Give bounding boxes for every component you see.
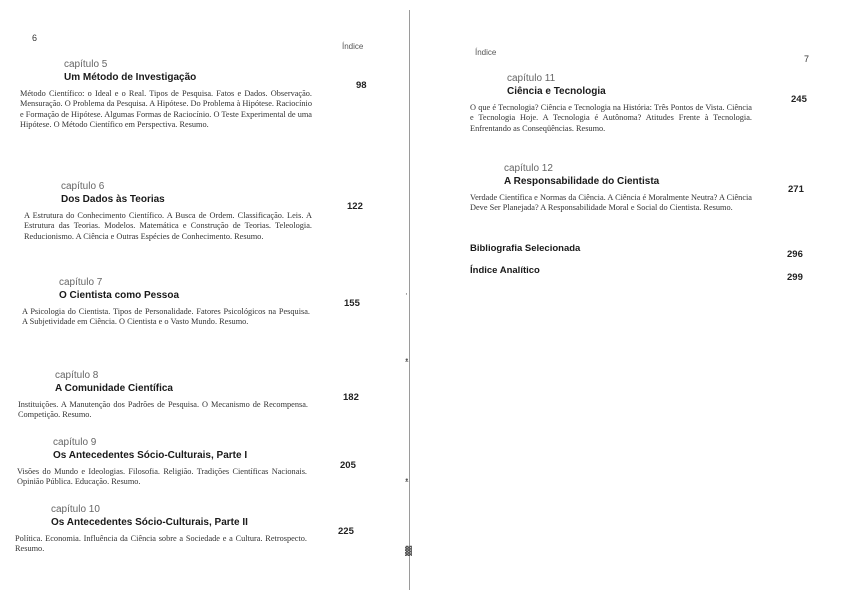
toc-entry: [470, 72, 752, 134]
page-ref: 299: [787, 272, 803, 283]
margin-speck: ᵜ: [405, 477, 409, 487]
chapter-title: A Responsabilidade do Cientista: [504, 176, 660, 187]
chapter-title: Os Antecedentes Sócio-Culturais, Parte II: [51, 517, 248, 528]
page-number: 6: [32, 33, 38, 43]
chapter-title: O Cientista como Pessoa: [59, 290, 180, 301]
page-ref: 122: [347, 201, 363, 212]
page-ref: 225: [338, 526, 354, 537]
chapter-label: capítulo 12: [504, 163, 553, 174]
toc-entry: [17, 436, 307, 488]
page-ref: 271: [788, 184, 804, 195]
margin-speck: ·: [405, 290, 408, 300]
chapter-title: Dos Dados às Teorias: [61, 194, 165, 205]
page-number: 7: [804, 54, 810, 64]
page-ref: 245: [791, 94, 807, 105]
chapter-summary: A Estrutura do Conhecimento Científico. A Busca de Ordem. Classificação. Leis. A Estrutura das Teorias. Modelos. Matemática e Construção de Teorias. Teleologia. Reducionismo. A Ciência e Outras Espécies de Conhecimento. Resumo.: [24, 211, 312, 241]
chapter-title: A Comunidade Científica: [55, 383, 173, 394]
page-ref: 155: [344, 298, 360, 309]
toc-entry: [24, 180, 312, 242]
toc-entry: [470, 162, 752, 214]
chapter-label: capítulo 10: [51, 504, 100, 515]
chapter-title: Ciência e Tecnologia: [507, 86, 606, 97]
chapter-summary: A Psicologia do Cientista. Tipos de Personalidade. Fatores Psicológicos na Pesquisa. A Subjetividade em Ciência. O Cientista e o Vasto Mundo. Resumo.: [22, 307, 310, 327]
page-header: Índice: [475, 48, 497, 57]
analytic-index-heading: Índice Analítico: [470, 265, 540, 276]
chapter-summary: Método Científico: o Ideal e o Real. Tipos de Pesquisa. Fatos e Dados. Observação. Mensuração. O Problema da Pesquisa. A Hipótese. Do Problema à Hipótese. Raciocínio e Formação de Hipótese. Algumas Formas de Raciocínio. O Teste Experimental de uma Hipótese. O Método Científico em Perspectiva. Resumo.: [20, 89, 312, 130]
left-page: [0, 0, 410, 595]
chapter-label: capítulo 8: [55, 370, 99, 381]
right-page: [412, 0, 842, 595]
page-ref: 205: [340, 460, 356, 471]
chapter-summary: O que é Tecnologia? Ciência e Tecnologia na História: Três Pontos de Vista. Ciência e Tecnologia Hoje. A Tecnologia é Autônoma? Atitudes Frente à Tecnologia. Enfrentando as Conseqüências. Resumo.: [470, 103, 752, 133]
toc-entry: [15, 503, 307, 555]
chapter-label: capítulo 9: [53, 437, 97, 448]
chapter-summary: Verdade Científica e Normas da Ciência. A Ciência é Moralmente Neutra? A Ciência Deve Ser Planejada? A Responsabilidade Moral e Social do Cientista. Resumo.: [470, 193, 752, 213]
chapter-label: capítulo 5: [64, 59, 108, 70]
chapter-label: capítulo 6: [61, 181, 105, 192]
chapter-summary: Política. Economia. Influência da Ciência sobre a Sociedade e a Cultura. Retrospecto. Resumo.: [15, 534, 307, 554]
margin-speck: ᵜ: [405, 357, 409, 367]
page-ref: 98: [356, 80, 367, 91]
toc-entry: [22, 276, 310, 328]
chapter-title: Os Antecedentes Sócio-Culturais, Parte I: [53, 450, 248, 461]
toc-entry: [20, 58, 312, 131]
page-ref: 182: [343, 392, 359, 403]
chapter-summary: Visões do Mundo e Ideologias. Filosofia. Religião. Tradições Científicas Nacionais. Opinião Pública. Educação. Resumo.: [17, 467, 307, 487]
bibliography-heading: Bibliografia Selecionada: [470, 243, 581, 254]
chapter-title: Um Método de Investigação: [64, 72, 197, 83]
chapter-label: capítulo 7: [59, 277, 103, 288]
margin-speck: ▓: [405, 547, 412, 557]
toc-entry: [18, 369, 308, 421]
page-header: Índice: [342, 42, 364, 51]
page-ref: 296: [787, 249, 803, 260]
chapter-label: capítulo 11: [507, 73, 556, 84]
chapter-summary: Instituições. A Manutenção dos Padrões de Pesquisa. O Mecanismo de Recompensa. Competição. Resumo.: [18, 400, 308, 420]
